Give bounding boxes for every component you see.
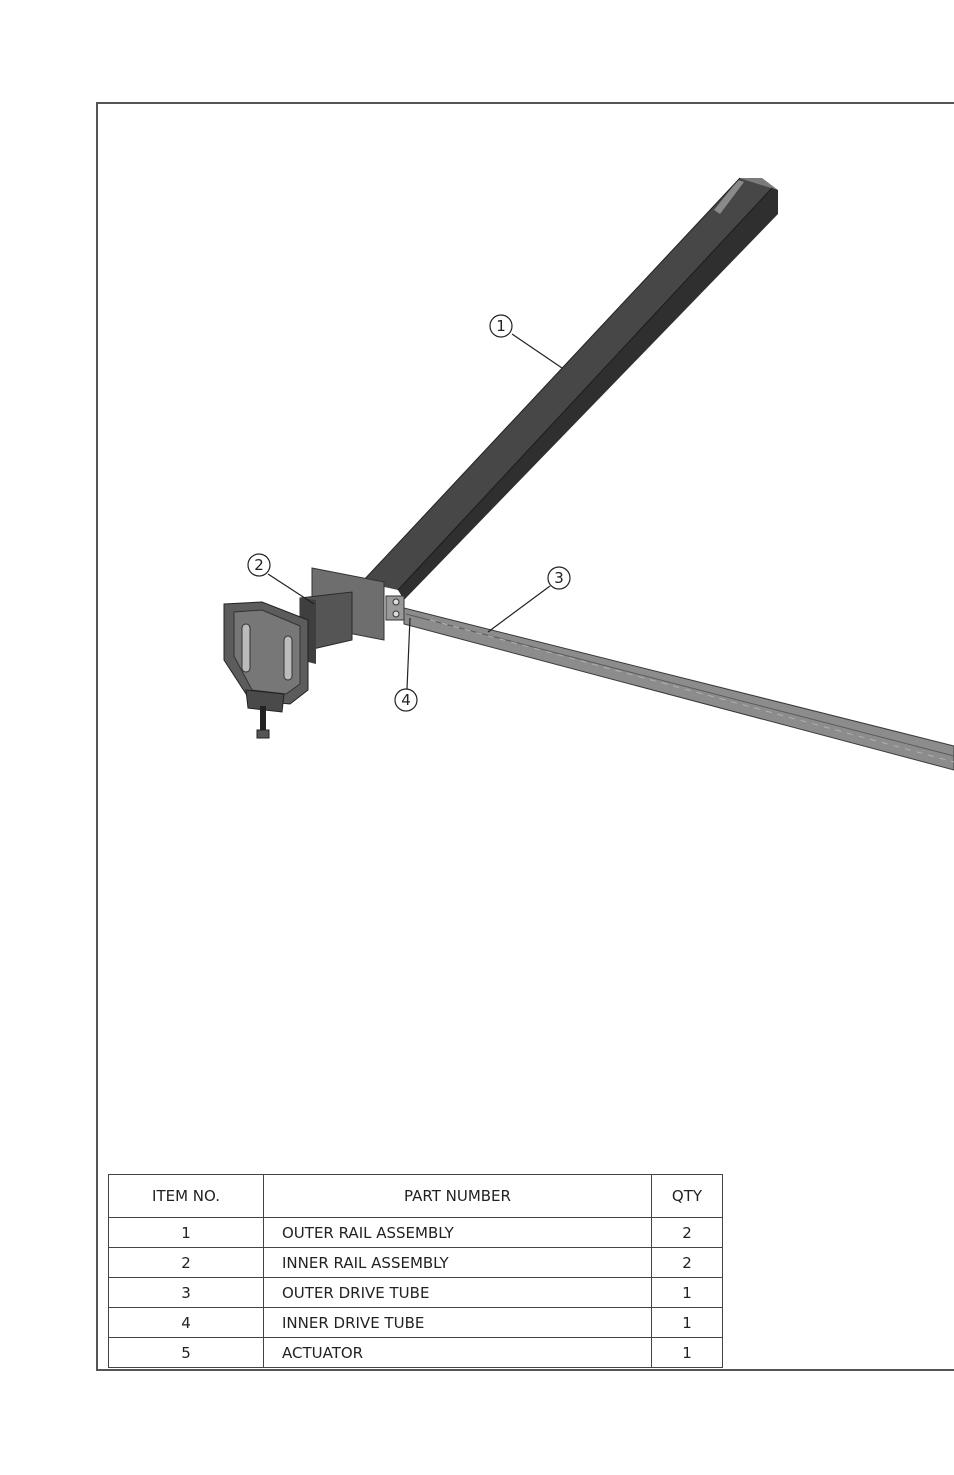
part-number-cell: OUTER DRIVE TUBE <box>264 1278 652 1308</box>
qty-cell: 1 <box>652 1338 723 1368</box>
bill-of-materials-table <box>108 1174 723 1368</box>
qty-cell: 2 <box>652 1248 723 1278</box>
balloon-3-label: 3 <box>554 569 564 587</box>
part-number-cell: ACTUATOR <box>264 1338 652 1368</box>
item-no-cell: 3 <box>109 1278 264 1308</box>
table-row <box>109 1278 723 1308</box>
table-row <box>109 1218 723 1248</box>
balloon-2-label: 2 <box>254 556 264 574</box>
item-no-cell: 2 <box>109 1248 264 1278</box>
part-number-cell: OUTER RAIL ASSEMBLY <box>264 1218 652 1248</box>
table-row <box>109 1308 723 1338</box>
item-no-cell: 5 <box>109 1338 264 1368</box>
inner-rail-assembly <box>224 568 384 738</box>
table-row <box>109 1248 723 1278</box>
part-number-cell: INNER DRIVE TUBE <box>264 1308 652 1338</box>
balloon-1-label: 1 <box>496 317 506 335</box>
balloon-3 <box>488 567 570 632</box>
header-part-number: PART NUMBER <box>264 1175 652 1218</box>
qty-cell: 1 <box>652 1278 723 1308</box>
qty-cell: 2 <box>652 1218 723 1248</box>
balloon-1 <box>490 315 562 368</box>
balloon-4 <box>395 618 417 711</box>
header-qty: QTY <box>652 1175 723 1218</box>
balloon-2 <box>248 554 314 604</box>
actuator <box>386 596 404 620</box>
table-row <box>109 1338 723 1368</box>
part-number-cell: INNER RAIL ASSEMBLY <box>264 1248 652 1278</box>
outer-rail-assembly <box>362 178 778 600</box>
outer-drive-tube <box>404 608 954 770</box>
qty-cell: 1 <box>652 1308 723 1338</box>
balloon-4-label: 4 <box>401 691 411 709</box>
header-item-no: ITEM NO. <box>109 1175 264 1218</box>
item-no-cell: 4 <box>109 1308 264 1338</box>
item-no-cell: 1 <box>109 1218 264 1248</box>
bom-header-row <box>109 1175 723 1218</box>
